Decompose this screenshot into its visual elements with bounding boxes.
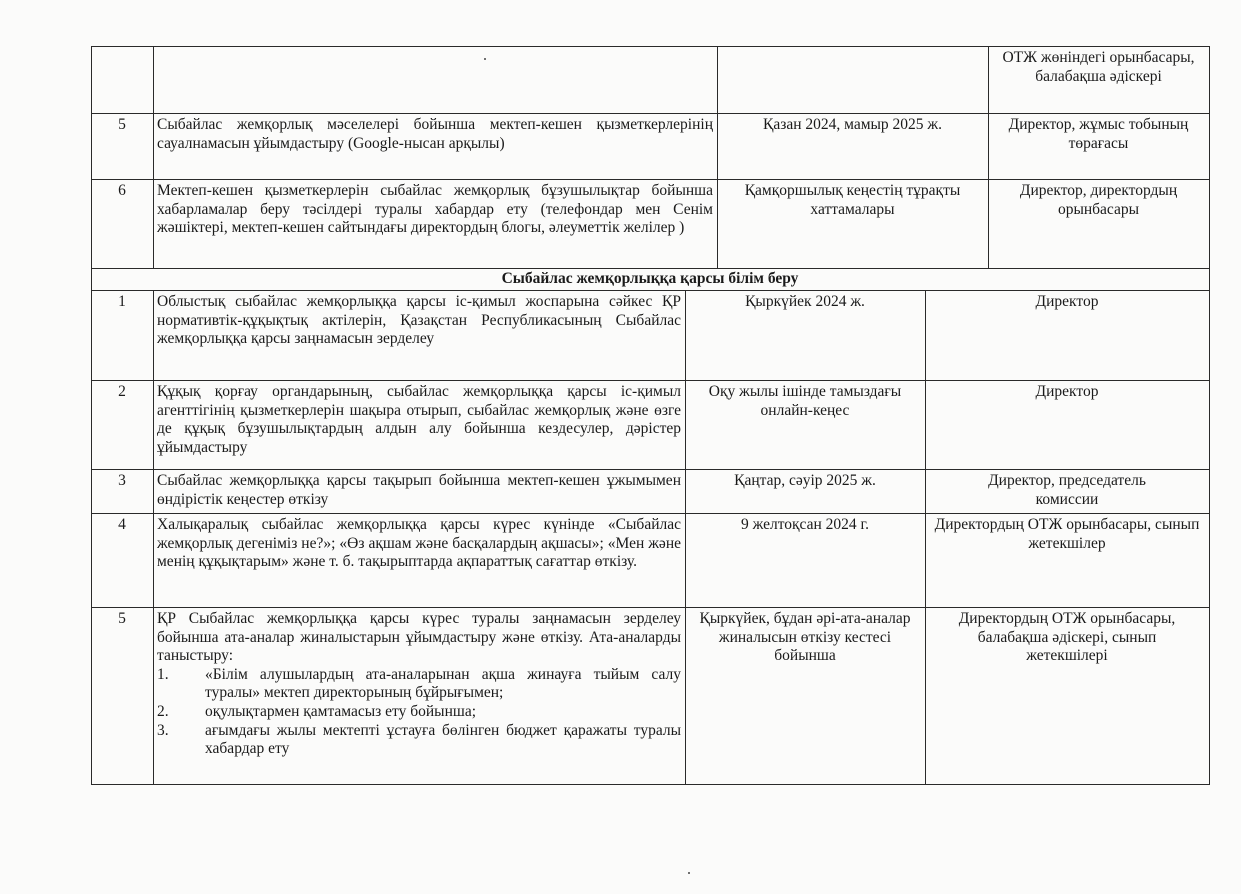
- cell-deadline: Қыркүйек, бұдан әрі-ата-аналар жиналысын өткізу кестесі бойынша: [699, 610, 911, 665]
- row-divider: [91, 268, 1209, 269]
- table-left-border: [91, 46, 92, 785]
- cell-task: [153, 609, 685, 759]
- cell-number: 5: [118, 610, 126, 627]
- cell-deadline: Қамқоршылық кеңестің тұрақты хаттамалары: [744, 182, 961, 218]
- row-divider: [91, 513, 1209, 514]
- cell-deadline: Қаңтар, сәуір 2025 ж.: [734, 472, 876, 489]
- cell-responsible: Директор, председатель комиссии: [988, 472, 1146, 508]
- cell-responsible: Директор: [1035, 383, 1099, 400]
- cell-responsible: Директор: [1035, 293, 1099, 310]
- cell-number: 2: [118, 383, 126, 400]
- scan-speck: [688, 872, 690, 874]
- list-item: [157, 666, 681, 703]
- list-number: 1.: [157, 665, 169, 683]
- table-top-border: [91, 46, 1209, 47]
- list-item: [157, 703, 681, 722]
- list-text: ағымдағы жылы мектепті ұстауға бөлінген бюджет қаражаты туралы хабардар ету: [205, 721, 681, 758]
- cell-number: 6: [118, 182, 126, 199]
- cell-task: Сыбайлас жемқорлық мәселелері бойынша мектеп-кешен қызметкерлерінің сауалнамасын ұйымдастыру (Google-нысан арқылы): [157, 116, 713, 152]
- cell-task: Сыбайлас жемқорлыққа қарсы тақырып бойынша мектеп-кешен ұжымымен өндірістік кеңестер өткізу: [157, 472, 681, 508]
- cell-number: 5: [118, 116, 126, 133]
- cell-responsible: ОТЖ жөніндегі орынбасары, балабақша әдіскері: [1002, 49, 1195, 85]
- table-bottom-border: [91, 784, 1209, 785]
- row-divider: [91, 179, 1209, 180]
- cell-deadline: Қазан 2024, мамыр 2025 ж.: [762, 116, 943, 133]
- scan-speck: [484, 58, 486, 60]
- cell-responsible: Директордың ОТЖ орынбасары, балабақша әдіскері, сынып жетекшілері: [958, 610, 1176, 665]
- cell-responsible: Директор, жұмыс тобының төрағасы: [1008, 116, 1189, 152]
- list-item: [157, 722, 681, 759]
- cell-deadline: 9 желтоқсан 2024 г.: [740, 516, 870, 533]
- table-right-border: [1209, 46, 1210, 785]
- cell-task: Мектеп-кешен қызметкерлерін сыбайлас жемқорлық бұзушылықтар бойынша хабарламалар беру тәсілдері туралы хабардар ету (телефондар мен Сенім жәшіктері, мектеп-кешен сайтындағы директордың блогы, әлеуметтік желілер ): [157, 182, 713, 237]
- section-title: Сыбайлас жемқорлыққа қарсы білім беру: [501, 270, 799, 287]
- cell-task: Облыстық сыбайлас жемқорлыққа қарсы іс-қимыл жоспарына сәйкес ҚР нормативтік-құқықтық актілерін, Қазақстан Республикасының Сыбайлас жемқорлыққа қарсы заңнамасын зерделеу: [157, 293, 681, 348]
- list-number: 3.: [157, 721, 169, 739]
- list-number: 2.: [157, 702, 169, 720]
- cell-number: 4: [118, 516, 126, 533]
- row-divider: [91, 607, 1209, 608]
- cell-task: Құқық қорғау органдарының, сыбайлас жемқорлыққа қарсы іс-қимыл агенттігінің қызметкерлерін шақыра отырып, сыбайлас жемқорлық және өзге де құқық бұзушылықтардың алдын алу бойынша кездесулер, дәрістер ұйымдастыру: [157, 383, 681, 456]
- cell-number: 3: [118, 472, 126, 489]
- list-text: «Білім алушылардың ата-аналарынан ақша жинауға тыйым салу туралы» мектеп директорының бұйрығымен;: [205, 665, 681, 702]
- row-divider: [91, 113, 1209, 114]
- cell-task: Халықаралық сыбайлас жемқорлыққа қарсы күрес күнінде «Сыбайлас жемқорлық дегеніміз не?»; «Өз ақшам және басқалардың ақшасы»; «Мен және менің құқықтарым» және т. б. тақырыптарда ақпараттық сағаттар өткізу.: [157, 516, 681, 571]
- task-intro: ҚР Сыбайлас жемқорлыққа қарсы күрес туралы заңнамасын зерделеу бойынша ата-аналар жиналыстарын ұйымдастыру және өткізу. Ата-аналарды таныстыру:: [157, 610, 681, 665]
- row-divider: [91, 380, 1209, 381]
- cell-responsible: Директор, директордың орынбасары: [1019, 182, 1178, 218]
- row-divider: [91, 469, 1209, 470]
- cell-deadline: Оқу жылы ішінде тамыздағы онлайн-кеңес: [708, 383, 902, 419]
- cell-responsible: Директордың ОТЖ орынбасары, сынып жетекшілер: [934, 516, 1200, 552]
- cell-deadline: Қыркүйек 2024 ж.: [745, 293, 865, 310]
- col-divider: [717, 46, 718, 269]
- list-text: оқулықтармен қамтамасыз ету бойынша;: [205, 702, 477, 720]
- col-divider: [685, 290, 686, 785]
- row-divider: [91, 290, 1209, 291]
- cell-number: 1: [118, 293, 126, 310]
